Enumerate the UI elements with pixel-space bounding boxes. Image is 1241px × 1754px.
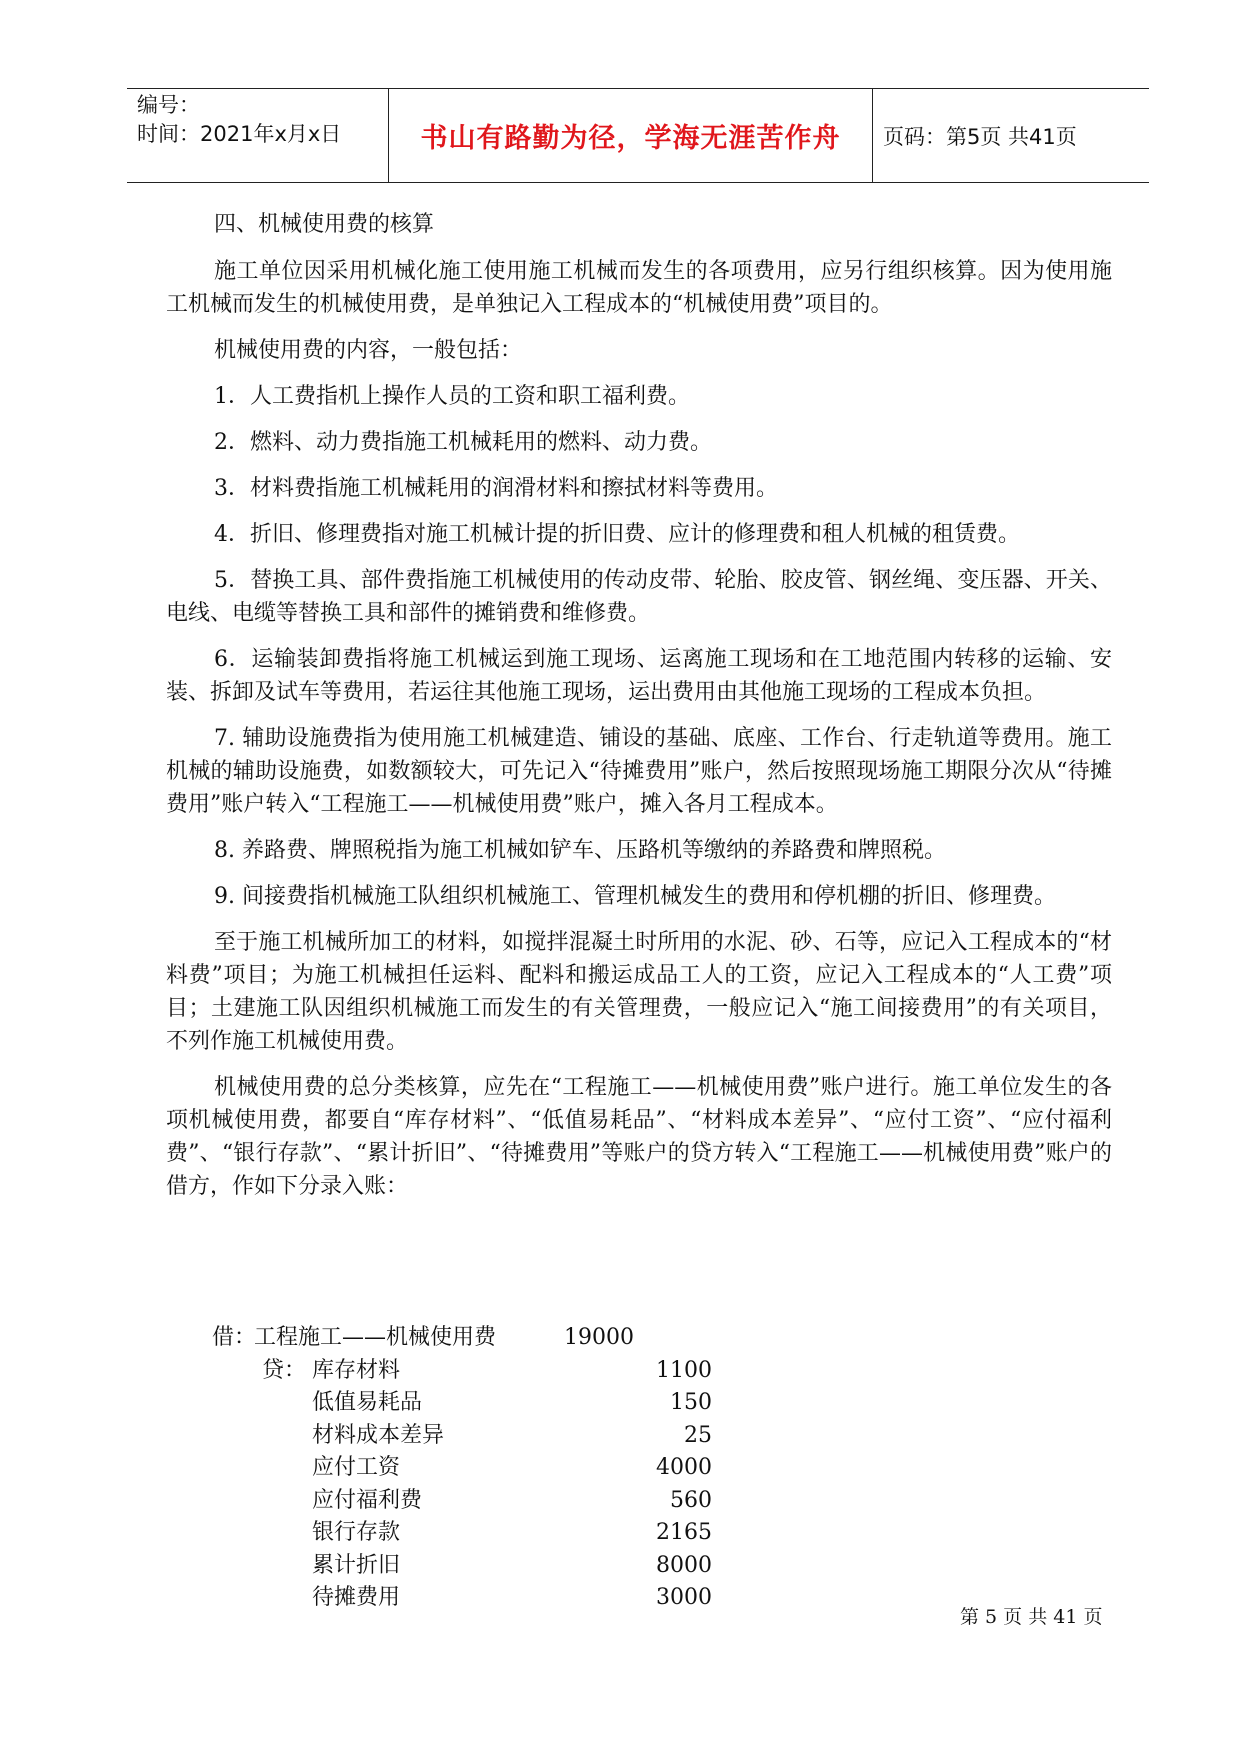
section-title: 四、机械使用费的核算 [214, 212, 435, 237]
paragraph: 施工单位因采用机械化施工使用施工机械而发生的各项费用，应另行组织核算。因为使用施工机械而发生的机械使用费，是单独记入工程成本的“机械使用费”项目的。 [166, 259, 1112, 317]
motto-text: 书山有路勤为径，学海无涯苦作舟 [420, 123, 841, 154]
credit-account: 累计折旧 [312, 1552, 401, 1578]
serial-label: 编号： [137, 93, 200, 117]
paragraph: 1．人工费指机上操作人员的工资和职工福利费。 [214, 384, 690, 409]
debit-amount: 19000 [564, 1325, 634, 1350]
debit-label: 借： [212, 1325, 257, 1350]
paragraph: 4．折旧、修理费指对施工机械计提的折旧费、应计的修理费和租人机械的租赁费。 [214, 522, 1020, 547]
credit-amount: 2165 [656, 1520, 712, 1545]
credit-amount: 25 [684, 1422, 712, 1448]
debit-account: 工程施工——机械使用费 [254, 1325, 497, 1350]
header-motto-cell [389, 89, 873, 182]
page-header [127, 88, 1149, 183]
paragraph: 9. 间接费指机械施工队组织机械施工、管理机械发生的费用和停机棚的折旧、修理费。 [214, 884, 1056, 909]
credit-amount: 150 [670, 1390, 712, 1415]
paragraph: 8. 养路费、牌照税指为施工机械如铲车、压路机等缴纳的养路费和牌照税。 [214, 838, 946, 863]
document-body [166, 208, 1112, 1216]
header-page-cell [873, 89, 1149, 182]
time-label: 时间：2021年x月x日 [137, 122, 342, 146]
credit-account: 库存材料 [312, 1357, 401, 1383]
credit-account: 待摊费用 [312, 1585, 401, 1610]
paragraph: 机械使用费的内容，一般包括： [214, 338, 523, 363]
paragraph: 2．燃料、动力费指施工机械耗用的燃料、动力费。 [214, 430, 712, 455]
credit-amount: 3000 [656, 1585, 712, 1610]
credit-account: 低值易耗品 [312, 1390, 423, 1415]
credit-amount: 4000 [656, 1455, 712, 1480]
paragraph: 至于施工机械所加工的材料，如搅拌混凝土时所用的水泥、砂、石等，应记入工程成本的“材料费”项目；为施工机械担任运料、配料和搬运成品工人的工资，应记入工程成本的“人工费”项目；土建施工队因组织机械施工而发生的有关管理费，一般应记入“施工间接费用”的有关项目，不列作施工机械使用费。 [166, 930, 1112, 1054]
paragraph: 7. 辅助设施费指为使用施工机械建造、铺设的基础、底座、工作台、行走轨道等费用。施工机械的辅助设施费，如数额较大，可先记入“待摊费用”账户，然后按照现场施工期限分次从“待摊费用”账户转入“工程施工——机械使用费”账户，摊入各月工程成本。 [166, 726, 1112, 817]
page-footer [960, 1602, 1102, 1629]
credit-amount: 1100 [656, 1357, 712, 1383]
footer-page-number: 第 5 页 共 41 页 [960, 1606, 1103, 1628]
credit-amount: 8000 [656, 1552, 712, 1578]
paragraph: 3．材料费指施工机械耗用的润滑材料和擦拭材料等费用。 [214, 476, 778, 501]
credit-account: 应付工资 [312, 1455, 401, 1480]
credit-account: 银行存款 [312, 1520, 401, 1545]
credit-account: 应付福利费 [312, 1487, 423, 1513]
credit-amount: 560 [670, 1487, 712, 1513]
credit-account: 材料成本差异 [312, 1422, 445, 1448]
paragraph: 6．运输装卸费指将施工机械运到施工现场、运离施工现场和在工地范围内转移的运输、安装、拆卸及试车等费用，若运往其他施工现场，运出费用由其他施工现场的工程成本负担。 [166, 647, 1112, 705]
header-meta-cell [127, 89, 389, 182]
credit-label: 贷： [262, 1357, 307, 1383]
paragraph: 机械使用费的总分类核算，应先在“工程施工——机械使用费”账户进行。施工单位发生的各项机械使用费，都要自“库存材料”、“低值易耗品”、“材料成本差异”、“应付工资”、“应付福利费”、“银行存款”、“累计折旧”、“待摊费用”等账户的贷方转入“工程施工——机械使用费”账户的借方，作如下分录入账： [166, 1075, 1112, 1199]
header-page-label: 页码：第5页 共41页 [883, 124, 1077, 149]
paragraph: 5．替换工具、部件费指施工机械使用的传动皮带、轮胎、胶皮管、钢丝绳、变压器、开关、电线、电缆等替换工具和部件的摊销费和维修费。 [166, 568, 1112, 626]
